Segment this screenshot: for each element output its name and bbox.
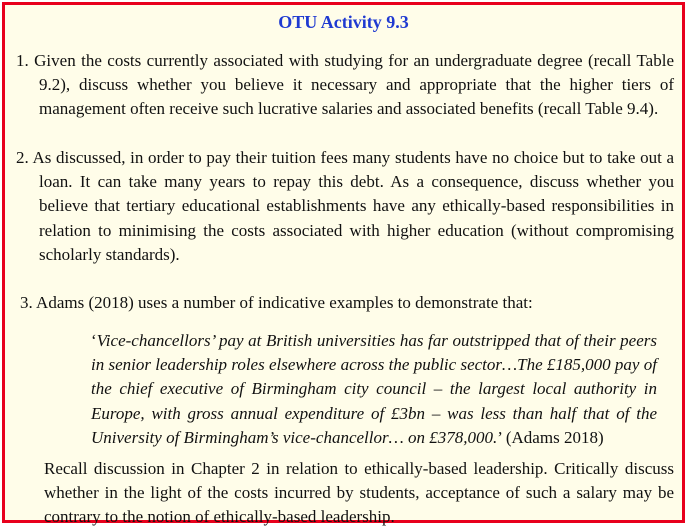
list-item-text: 3. Adams (2018) uses a number of indicative examples to demonstrate that: [20,293,533,312]
list-item-text: 2. As discussed, in order to pay their tuition fees many students have no choice but to take out a loan. It can take many years to repay this debt. As a consequence, discuss whether you believe that tertiary educational establishments have any ethically-based responsibilities in relation to minimising the costs associated with higher education (without compromising scholarly standards). [16,148,674,264]
quote-body: Vice-chancellors’ pay at British universities has far outstripped that of their peers in senior leadership roles elsewhere across the public sector…The £185,000 pay of the chief executive of Birmingham city council – the largest local authority in Europe, with gross annual expenditure of £3bn – was less than half that of the University of Birmingham’s vice-chancellor… on £378,000. [91,331,657,447]
recall-paragraph: Recall discussion in Chapter 2 in relation to ethically-based leadership. Critically discuss whether in the light of the costs incurred by students, acceptance of such a salary may be contrary to the notion of ethically-based leadership. [44,459,674,527]
quote-open-mark: ‘ [91,331,97,350]
list-item [20,291,674,315]
block-quote [91,329,657,450]
list-item-text: 1. Given the costs currently associated with studying for an undergraduate degree (recall Table 9.2), discuss whether you believe it necessary and appropriate that the higher tiers of management often receive such lucrative salaries and associated benefits (recall Table 9.4). [16,51,674,119]
list-item [16,49,674,122]
activity-box [2,2,685,527]
quote-citation: ’ (Adams 2018) [497,427,604,447]
list-item [16,146,674,267]
activity-title: OTU Activity 9.3 [278,12,409,32]
